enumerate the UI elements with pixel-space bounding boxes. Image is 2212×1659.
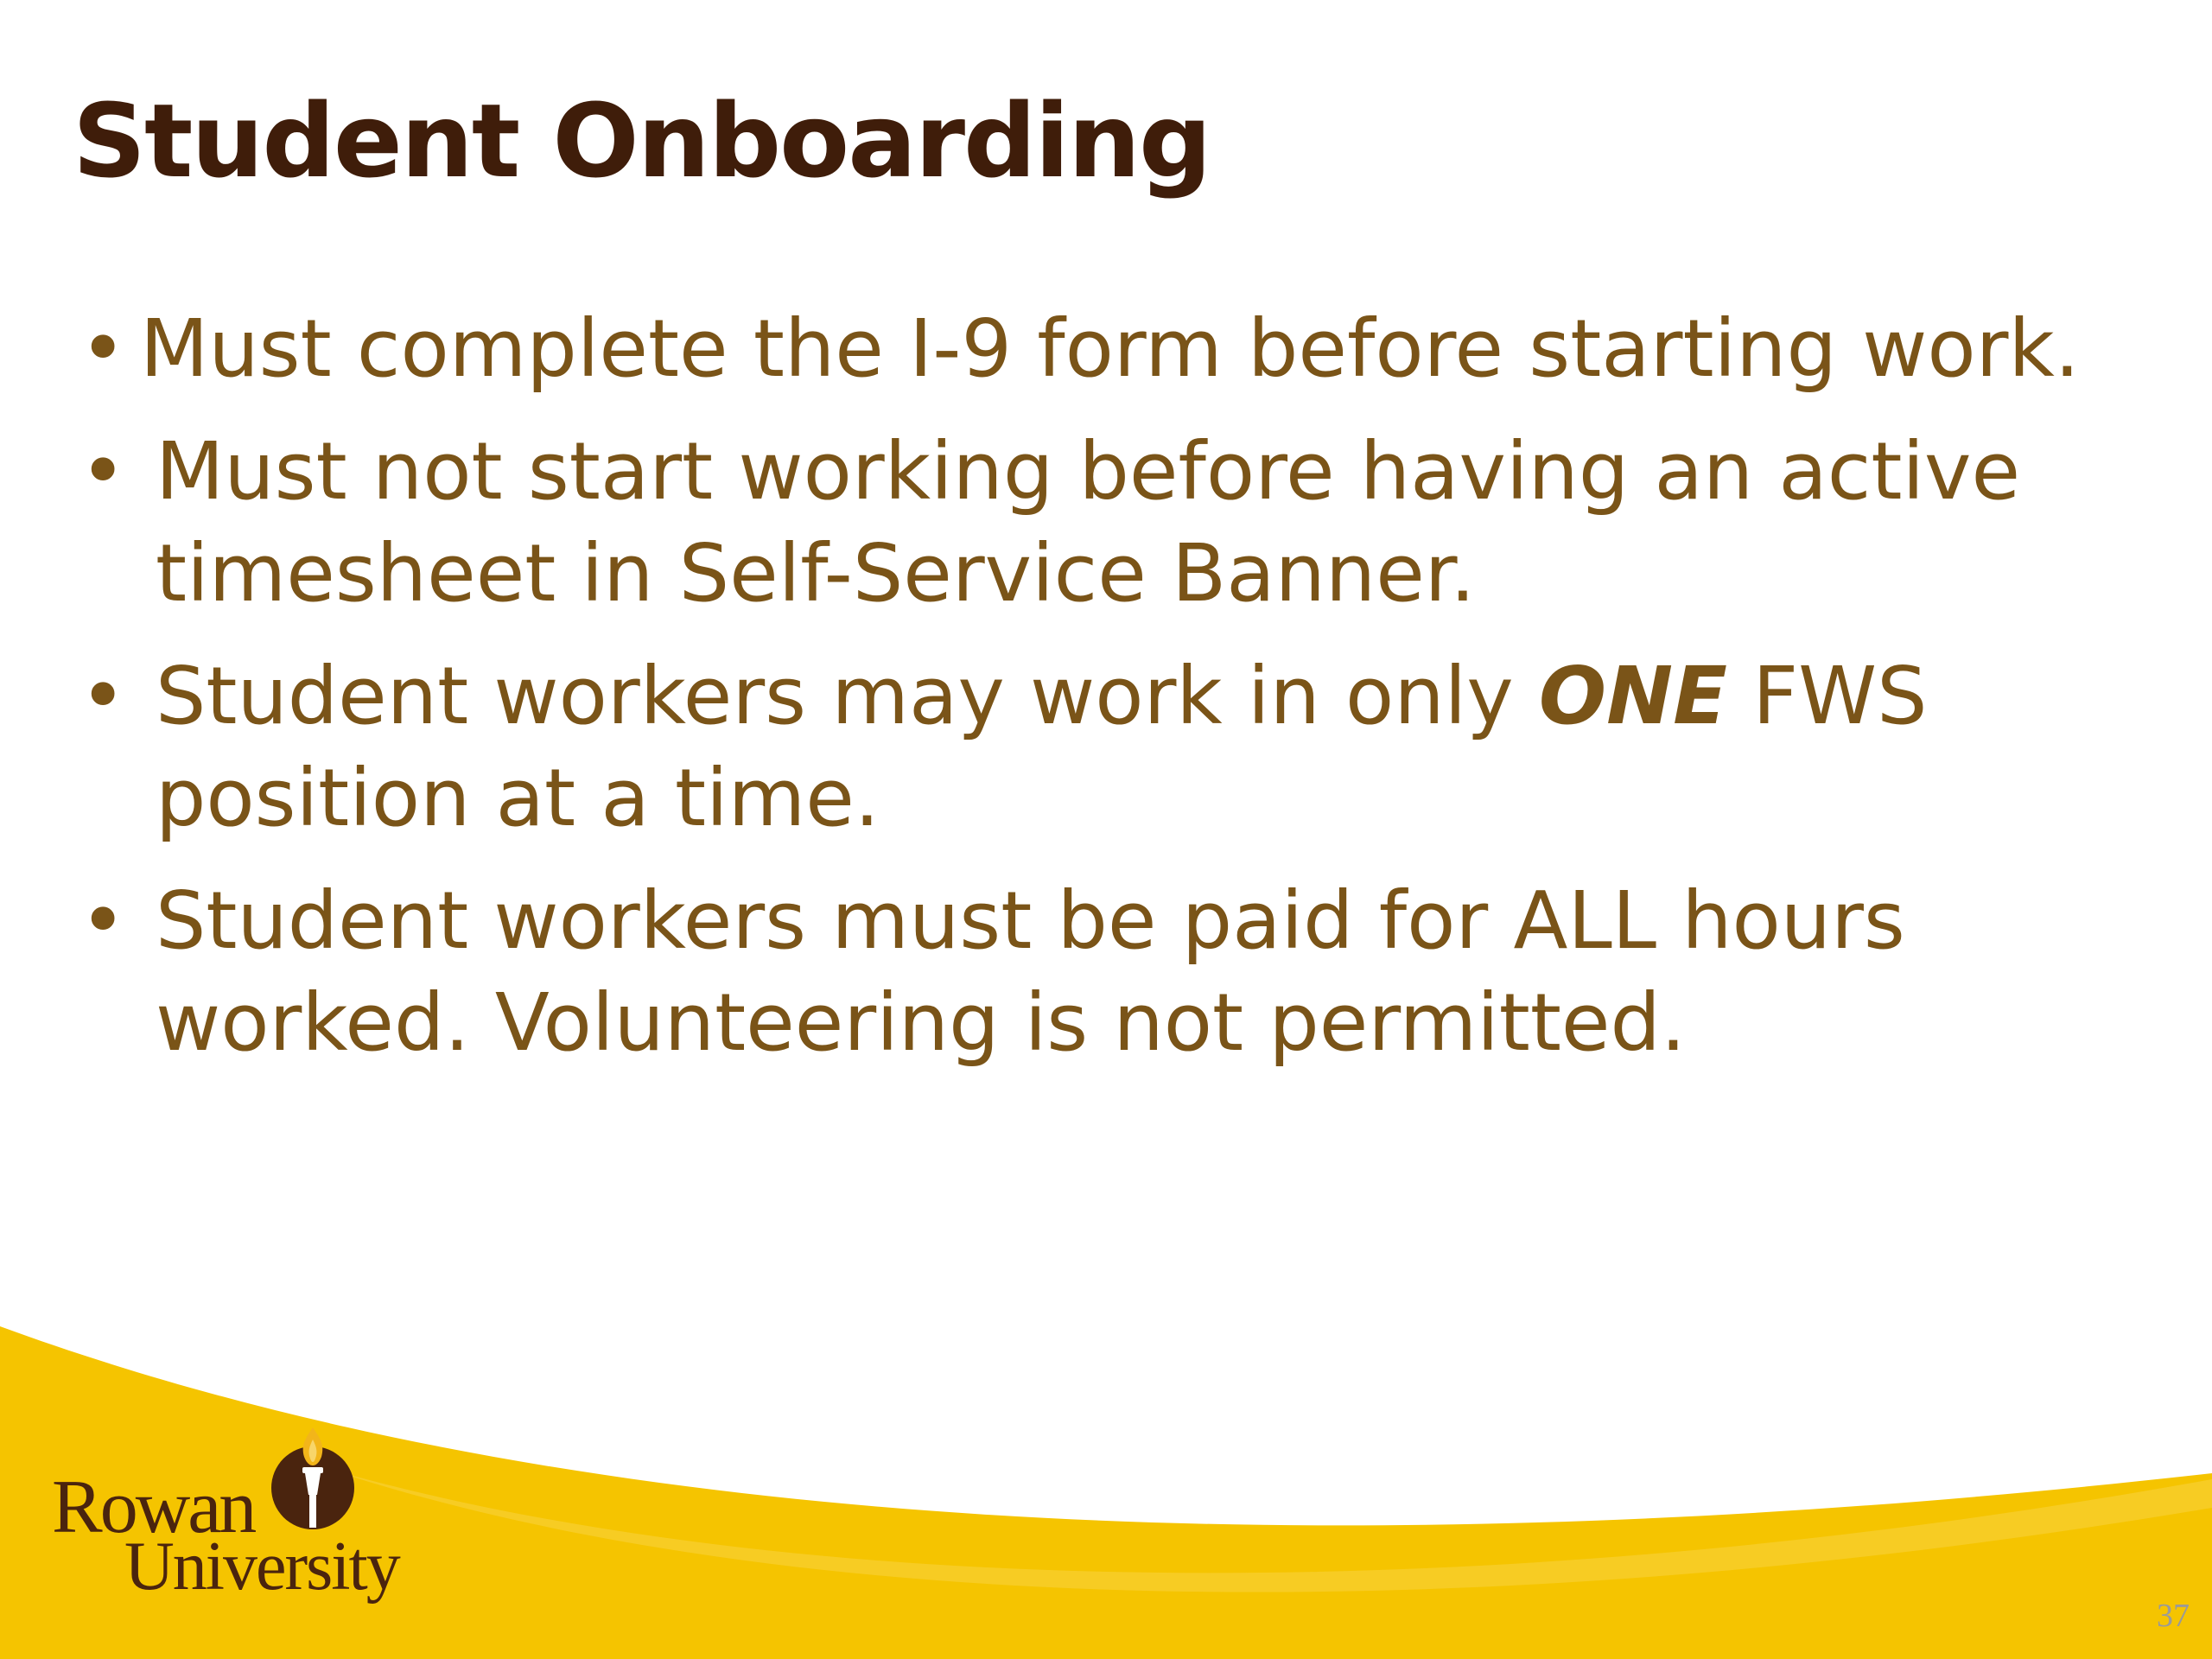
bullet-text: Student workers must be paid for ALL hours worked. Volunteering is not permitted. [156,874,1905,1069]
bullet-text: Must complete the I-9 form before starting work. [140,302,2080,395]
bullet-list [73,298,2129,1095]
bullet-dot-icon: • [79,874,127,967]
logo-text-university: University [124,1529,399,1605]
bullet-dot-icon: • [79,425,127,518]
bullet-text-post: FWS position at a time. [156,650,1928,844]
bullet-text-pre: Student workers may work in only [156,650,1539,742]
page-number: 37 [2157,1598,2190,1634]
slide-title: Student Onboarding [73,81,1211,200]
bullet-item [73,645,2129,849]
rowan-university-logo [52,1426,449,1607]
torch-icon [270,1426,356,1538]
bullet-item [73,298,2129,400]
bullet-item [73,421,2129,625]
bullet-dot-icon: • [79,302,127,395]
bullet-text: Must not start working before having an active timesheet in Self-Service Banner. [156,425,2021,620]
bullet-item [73,870,2129,1074]
logo-text-rowan: Rowan [52,1465,255,1549]
bullet-dot-icon: • [79,650,127,742]
bullet-emphasis: ONE [1538,650,1727,742]
